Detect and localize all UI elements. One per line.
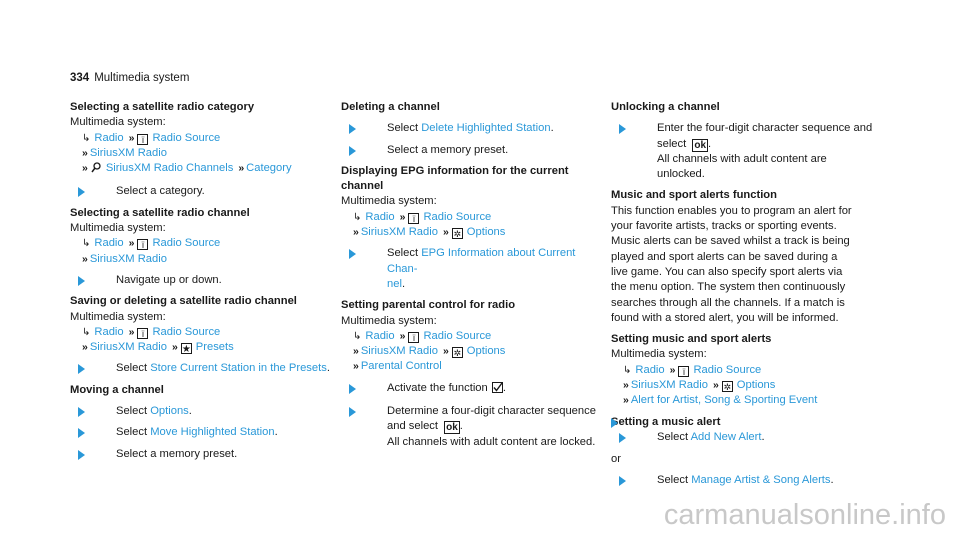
step-text: . [830, 473, 834, 486]
multimedia-system-label: Multimedia system: [70, 222, 166, 235]
menu-path [70, 325, 332, 340]
section-title: Deleting a channel [341, 101, 440, 113]
menu-path [341, 210, 603, 225]
chevron-right-icon: » [171, 341, 176, 354]
step-text: Select [387, 247, 419, 260]
section-title: channel [341, 180, 384, 193]
section-title: Displaying EPG information for the current [341, 164, 569, 177]
gear-icon: ✲ [723, 382, 732, 393]
step-text: Enter the four-digit character sequence and [657, 122, 873, 135]
chevron-right-icon: » [82, 341, 86, 354]
instruction-step [611, 121, 873, 182]
step-text: Navigate up or down. [116, 273, 222, 286]
chevron-right-icon: » [399, 210, 404, 223]
step-arrow-icon [78, 276, 85, 286]
section-title: Setting parental control for radio [341, 299, 516, 312]
gear-icon: ✲ [453, 348, 462, 359]
menu-path [70, 131, 332, 146]
chevron-right-icon: » [238, 162, 243, 175]
radio-source-icon: ï [408, 213, 419, 224]
siriusxm-channels-link[interactable]: SiriusXM Radio Channels [105, 162, 234, 175]
menu-arrow-icon: ↳ [353, 330, 362, 342]
siriusxm-radio-link[interactable]: SiriusXM Radio [360, 345, 438, 358]
step-text: Activate the function [387, 381, 488, 394]
manage-alerts-link[interactable]: Manage Artist & Song Alerts [691, 473, 831, 486]
chevron-right-icon: » [623, 394, 627, 407]
instruction-step [341, 404, 603, 450]
instruction-step [611, 473, 873, 488]
step-arrow-icon [78, 364, 85, 374]
section-title: Selecting a satellite radio category [70, 101, 255, 113]
ok-icon: ok [446, 422, 458, 434]
instruction-step [611, 430, 873, 445]
menu-path [611, 363, 873, 378]
parental-control-link[interactable]: Parental Control [360, 360, 442, 373]
siriusxm-radio-link[interactable]: SiriusXM Radio [630, 379, 708, 392]
section-title: Moving a channel [70, 383, 164, 396]
step-text: Select [657, 431, 689, 444]
menu-path [70, 252, 332, 267]
step-arrow-icon [611, 418, 618, 428]
instruction-step [341, 143, 603, 158]
page-header [70, 71, 189, 86]
step-text: . [326, 362, 330, 375]
chevron-right-icon: » [128, 131, 133, 144]
radio-link[interactable]: Radio [365, 210, 395, 223]
step-arrow-icon [78, 407, 85, 417]
ok-icon: ok [694, 139, 707, 151]
column-2 [341, 100, 603, 450]
menu-path [70, 236, 332, 251]
menu-arrow-icon: ↳ [353, 211, 362, 223]
paragraph-line: live game. You can also specify sport alerts via [611, 265, 843, 278]
instruction-step [70, 361, 332, 376]
store-station-link[interactable]: Store Current Station in the Presets [150, 362, 327, 375]
siriusxm-radio-link[interactable]: SiriusXM Radio [89, 252, 167, 265]
column-3 [611, 100, 873, 488]
step-text: Determine a four-digit character sequence [387, 405, 596, 418]
radio-link[interactable]: Radio [94, 325, 124, 338]
step-text: All channels with adult content are locked. [387, 435, 596, 448]
menu-path [341, 344, 603, 359]
step-arrow-icon [78, 187, 85, 197]
radio-source-link[interactable]: Radio Source [152, 325, 221, 338]
menu-path [70, 161, 332, 178]
section-title: Music and sport alerts function [611, 189, 777, 202]
section-title: Setting music and sport alerts [611, 333, 772, 346]
step-arrow-icon [349, 124, 356, 134]
paragraph-line: This function enables you to program an alert for [611, 204, 852, 217]
paragraph-line: Music alerts can be saved whilst a track is being [611, 235, 850, 248]
menu-arrow-icon: ↳ [82, 132, 91, 144]
section-title: Saving or deleting a satellite radio channel [70, 295, 297, 308]
chevron-right-icon: » [442, 226, 447, 239]
column-1 [70, 100, 332, 462]
move-station-link[interactable]: Move Highlighted Station [150, 426, 275, 439]
options-link[interactable]: Options [150, 405, 189, 418]
siriusxm-radio-link[interactable]: SiriusXM Radio [360, 226, 438, 239]
step-text: and select [387, 420, 438, 433]
paragraph-line: played and sport alerts can be saved during a [611, 250, 838, 263]
step-text: . [761, 431, 765, 444]
paragraph-line: the menu option. The system then continuously [611, 281, 846, 294]
radio-link[interactable]: Radio [94, 131, 124, 144]
gear-icon: ✲ [453, 229, 462, 240]
chevron-right-icon: » [128, 325, 133, 338]
menu-path [341, 329, 603, 344]
checkbox-checked-icon [492, 382, 503, 398]
radio-source-link[interactable]: Radio Source [423, 329, 492, 342]
chevron-right-icon: » [82, 162, 86, 175]
instruction-step [341, 381, 603, 398]
radio-source-icon: ï [137, 239, 148, 250]
chevron-right-icon: » [712, 379, 717, 392]
section-title-text: Setting a music alert [611, 415, 721, 428]
paragraph-line: searches through all the channels. If a match is [611, 296, 845, 309]
chevron-right-icon: » [82, 146, 86, 159]
category-link[interactable]: Category [246, 162, 292, 175]
chevron-right-icon: » [128, 237, 133, 250]
multimedia-system-label: Multimedia system: [341, 195, 437, 208]
section-title: Selecting a satellite radio channel [70, 206, 250, 219]
menu-path [70, 146, 332, 161]
instruction-step [70, 425, 332, 440]
menu-arrow-icon: ↳ [82, 326, 91, 338]
or-text: or [611, 452, 621, 465]
step-arrow-icon [78, 428, 85, 438]
step-text: . [274, 426, 278, 439]
instruction-step [341, 121, 603, 136]
alert-artist-link[interactable]: Alert for Artist, Song & Sporting Event [630, 394, 818, 407]
menu-path [341, 225, 603, 240]
watermark: carmanualsonline.info [663, 498, 946, 531]
radio-source-link[interactable]: Radio Source [152, 131, 221, 144]
paragraph-line: found with a stored alert, you will be informed. [611, 311, 839, 324]
instruction-step [70, 447, 332, 462]
step-text: All channels with adult content are unlocked. [657, 152, 827, 181]
radio-link[interactable]: Radio [94, 237, 124, 250]
step-text: . [550, 122, 554, 135]
step-text: Select [116, 362, 148, 375]
delete-station-link[interactable]: Delete Highlighted Station [421, 122, 551, 135]
step-arrow-icon [619, 433, 626, 443]
step-text: . [502, 381, 506, 394]
step-text: Select [116, 426, 148, 439]
step-text: Select a memory preset. [387, 143, 509, 156]
radio-source-icon: ï [678, 366, 689, 377]
multimedia-system-label: Multimedia system: [70, 116, 166, 129]
step-arrow-icon [349, 146, 356, 156]
menu-path [341, 359, 603, 374]
options-link[interactable]: Options [736, 379, 776, 392]
star-icon: ★ [181, 344, 191, 356]
step-text: . [708, 137, 712, 150]
step-text: Select a memory preset. [116, 447, 238, 460]
step-text: Select [387, 122, 419, 135]
instruction-step [70, 404, 332, 419]
step-text: Select a category. [116, 185, 205, 198]
add-new-alert-link[interactable]: Add New Alert [690, 431, 762, 444]
paragraph-line: your favorite artists, tracks or sporting events. [611, 220, 837, 233]
chevron-right-icon: » [442, 345, 447, 358]
radio-source-link[interactable]: Radio Source [152, 237, 221, 250]
multimedia-system-label: Multimedia system: [611, 348, 707, 361]
menu-path [611, 378, 873, 393]
multimedia-system-label: Multimedia system: [341, 314, 437, 327]
step-text: . [459, 420, 463, 433]
radio-source-link[interactable]: Radio Source [693, 363, 762, 376]
presets-link[interactable]: Presets [195, 341, 234, 354]
step-arrow-icon [619, 476, 626, 486]
step-arrow-icon [349, 407, 356, 417]
radio-link[interactable]: Radio [635, 363, 665, 376]
step-arrow-icon [78, 450, 85, 460]
radio-source-icon: ï [408, 332, 419, 343]
options-link[interactable]: Options [466, 345, 506, 358]
section-title: Unlocking a channel [611, 101, 720, 113]
radio-source-link[interactable]: Radio Source [423, 210, 492, 223]
paragraph [611, 204, 873, 326]
menu-path [611, 393, 873, 408]
chevron-right-icon: » [353, 226, 357, 239]
instruction-step [341, 246, 603, 292]
epg-info-link[interactable]: EPG Information about Current Chan- [387, 247, 576, 275]
step-arrow-icon [619, 124, 626, 134]
step-arrow-icon [349, 384, 356, 394]
siriusxm-radio-link[interactable]: SiriusXM Radio [89, 146, 167, 159]
step-text: select [657, 137, 687, 150]
instruction-step [611, 415, 873, 430]
chevron-right-icon: » [82, 252, 86, 265]
chevron-right-icon: » [623, 379, 627, 392]
instruction-step [70, 273, 332, 288]
options-link[interactable]: Options [466, 226, 506, 239]
page-number: 334 [70, 72, 90, 84]
radio-link[interactable]: Radio [365, 329, 395, 342]
epg-info-link-cont[interactable]: nel [387, 277, 402, 290]
menu-arrow-icon: ↳ [82, 238, 91, 250]
chevron-right-icon: » [399, 329, 404, 342]
step-text: . [401, 277, 406, 290]
chevron-right-icon: » [353, 360, 357, 373]
menu-arrow-icon: ↳ [623, 364, 632, 376]
radio-source-icon: ï [137, 328, 148, 339]
multimedia-system-label: Multimedia system: [70, 310, 166, 323]
search-icon [91, 162, 101, 178]
instruction-step [70, 184, 332, 199]
chevron-right-icon: » [669, 363, 674, 376]
step-text: Select [116, 405, 148, 418]
page-header-title: Multimedia system [94, 72, 190, 84]
step-text: . [188, 405, 192, 418]
menu-path [70, 340, 332, 355]
step-arrow-icon [349, 249, 356, 259]
chevron-right-icon: » [353, 345, 357, 358]
radio-source-icon: ï [137, 134, 148, 145]
step-text: Select [657, 473, 689, 486]
siriusxm-radio-link[interactable]: SiriusXM Radio [89, 341, 167, 354]
